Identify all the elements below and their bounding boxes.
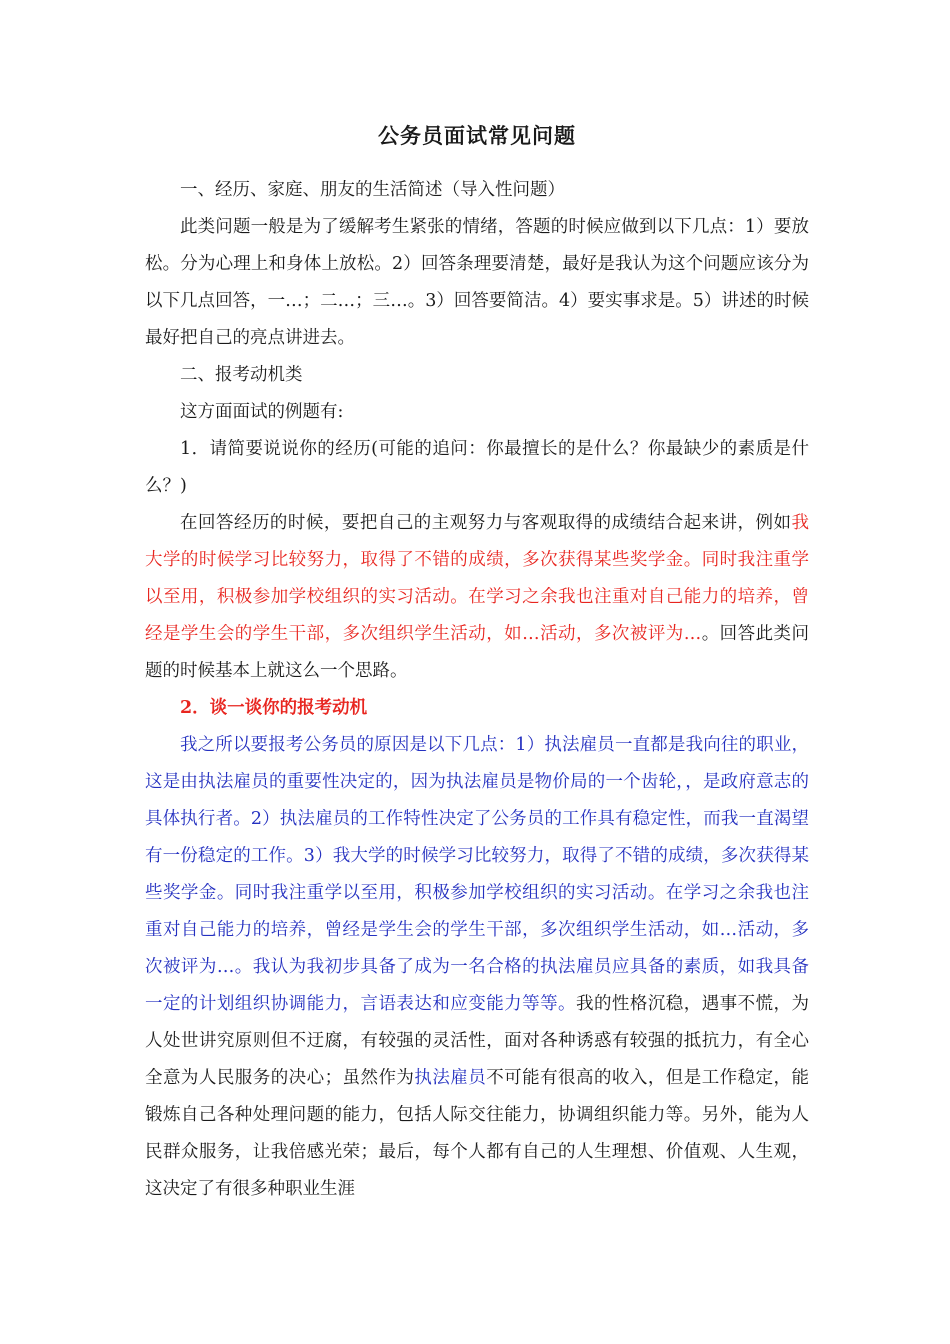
text-segment: 一、经历、家庭、朋友的生活简述（导入性问题）	[180, 180, 565, 200]
document-page	[145, 118, 809, 1208]
text-segment: 我的性格沉稳，遇事不慌，为人处世讲究原则但不迂腐，有较强的灵活性，面对各种诱惑有较强的抵抗力，有全心全意为人民服务的决心；虽然作为	[145, 994, 809, 1088]
text-segment: 不可能有很高的收入，但是工作稳定，能锻炼自己各种处理问题的能力，包括人际交往能力，协调组织能力等。另外，能为人民群众服务，让我倍感光荣；最后，每个人都有自己的人生理想、价值观、人生观，这决定了有很多种职业生涯	[145, 1068, 810, 1199]
text-segment: 执法雇员	[414, 1068, 487, 1088]
page-title: 公务员面试常见问题	[378, 123, 576, 148]
text-segment: 我大学的时候学习比较努力，取得了不错的成绩，多次获得某些奖学金。同时我注重学以至用，积极参加学校组织的实习活动。在学习之余我也注重对自己能力的培养，曾经是学生会的学生干部，多次组织学生活动，如…活动，多次被评为…	[145, 513, 809, 644]
paragraph	[145, 727, 809, 1208]
text-segment: 这方面面试的例题有:	[180, 402, 344, 422]
text-segment: 。回答此类问题的时候基本上就这么一个思路。	[145, 624, 809, 681]
text-segment: 此类问题一般是为了缓解考生紧张的情绪，答题的时候应做到以下几点：1）要放松。分为心理上和身体上放松。2）回答条理要清楚，最好是我认为这个问题应该分为以下几点回答，一…；二…；三…。3）回答要简洁。4）要实事求是。5）讲述的时候最好把自己的亮点讲进去。	[145, 217, 809, 348]
paragraph	[145, 431, 809, 505]
paragraph	[145, 172, 809, 209]
document-body	[145, 172, 809, 1208]
paragraph	[145, 394, 809, 431]
text-segment: 1．请简要说说你的经历(可能的追问：你最擅长的是什么？你最缺少的素质是什么？)	[145, 439, 809, 496]
text-segment: 在回答经历的时候，要把自己的主观努力与客观取得的成绩结合起来讲，例如	[180, 513, 792, 533]
text-segment: 我之所以要报考公务员的原因是以下几点：1）执法雇员一直都是我向往的职业，这是由执法雇员的重要性决定的，因为执法雇员是物价局的一个齿轮，，是政府意志的具体执行者。2）执法雇员的工作特性决定了公务员的工作具有稳定性，而我一直渴望有一份稳定的工作。3）我大学的时候学习比较努力，取得了不错的成绩，多次获得某些奖学金。同时我注重学以至用，积极参加学校组织的实习活动。在学习之余我也注重对自己能力的培养，曾经是学生会的学生干部，多次组织学生活动，如…活动，多次被评为…。我认为我初步具备了成为一名合格的执法雇员应具备的素质，如我具备一定的计划组织协调能力，言语表达和应变能力等等。	[145, 735, 809, 1014]
paragraph	[145, 505, 809, 690]
paragraph	[145, 690, 809, 727]
paragraph	[145, 209, 809, 357]
text-segment: 二、报考动机类	[180, 365, 303, 385]
text-segment: 2．谈一谈你的报考动机	[180, 698, 368, 718]
paragraph	[145, 357, 809, 394]
